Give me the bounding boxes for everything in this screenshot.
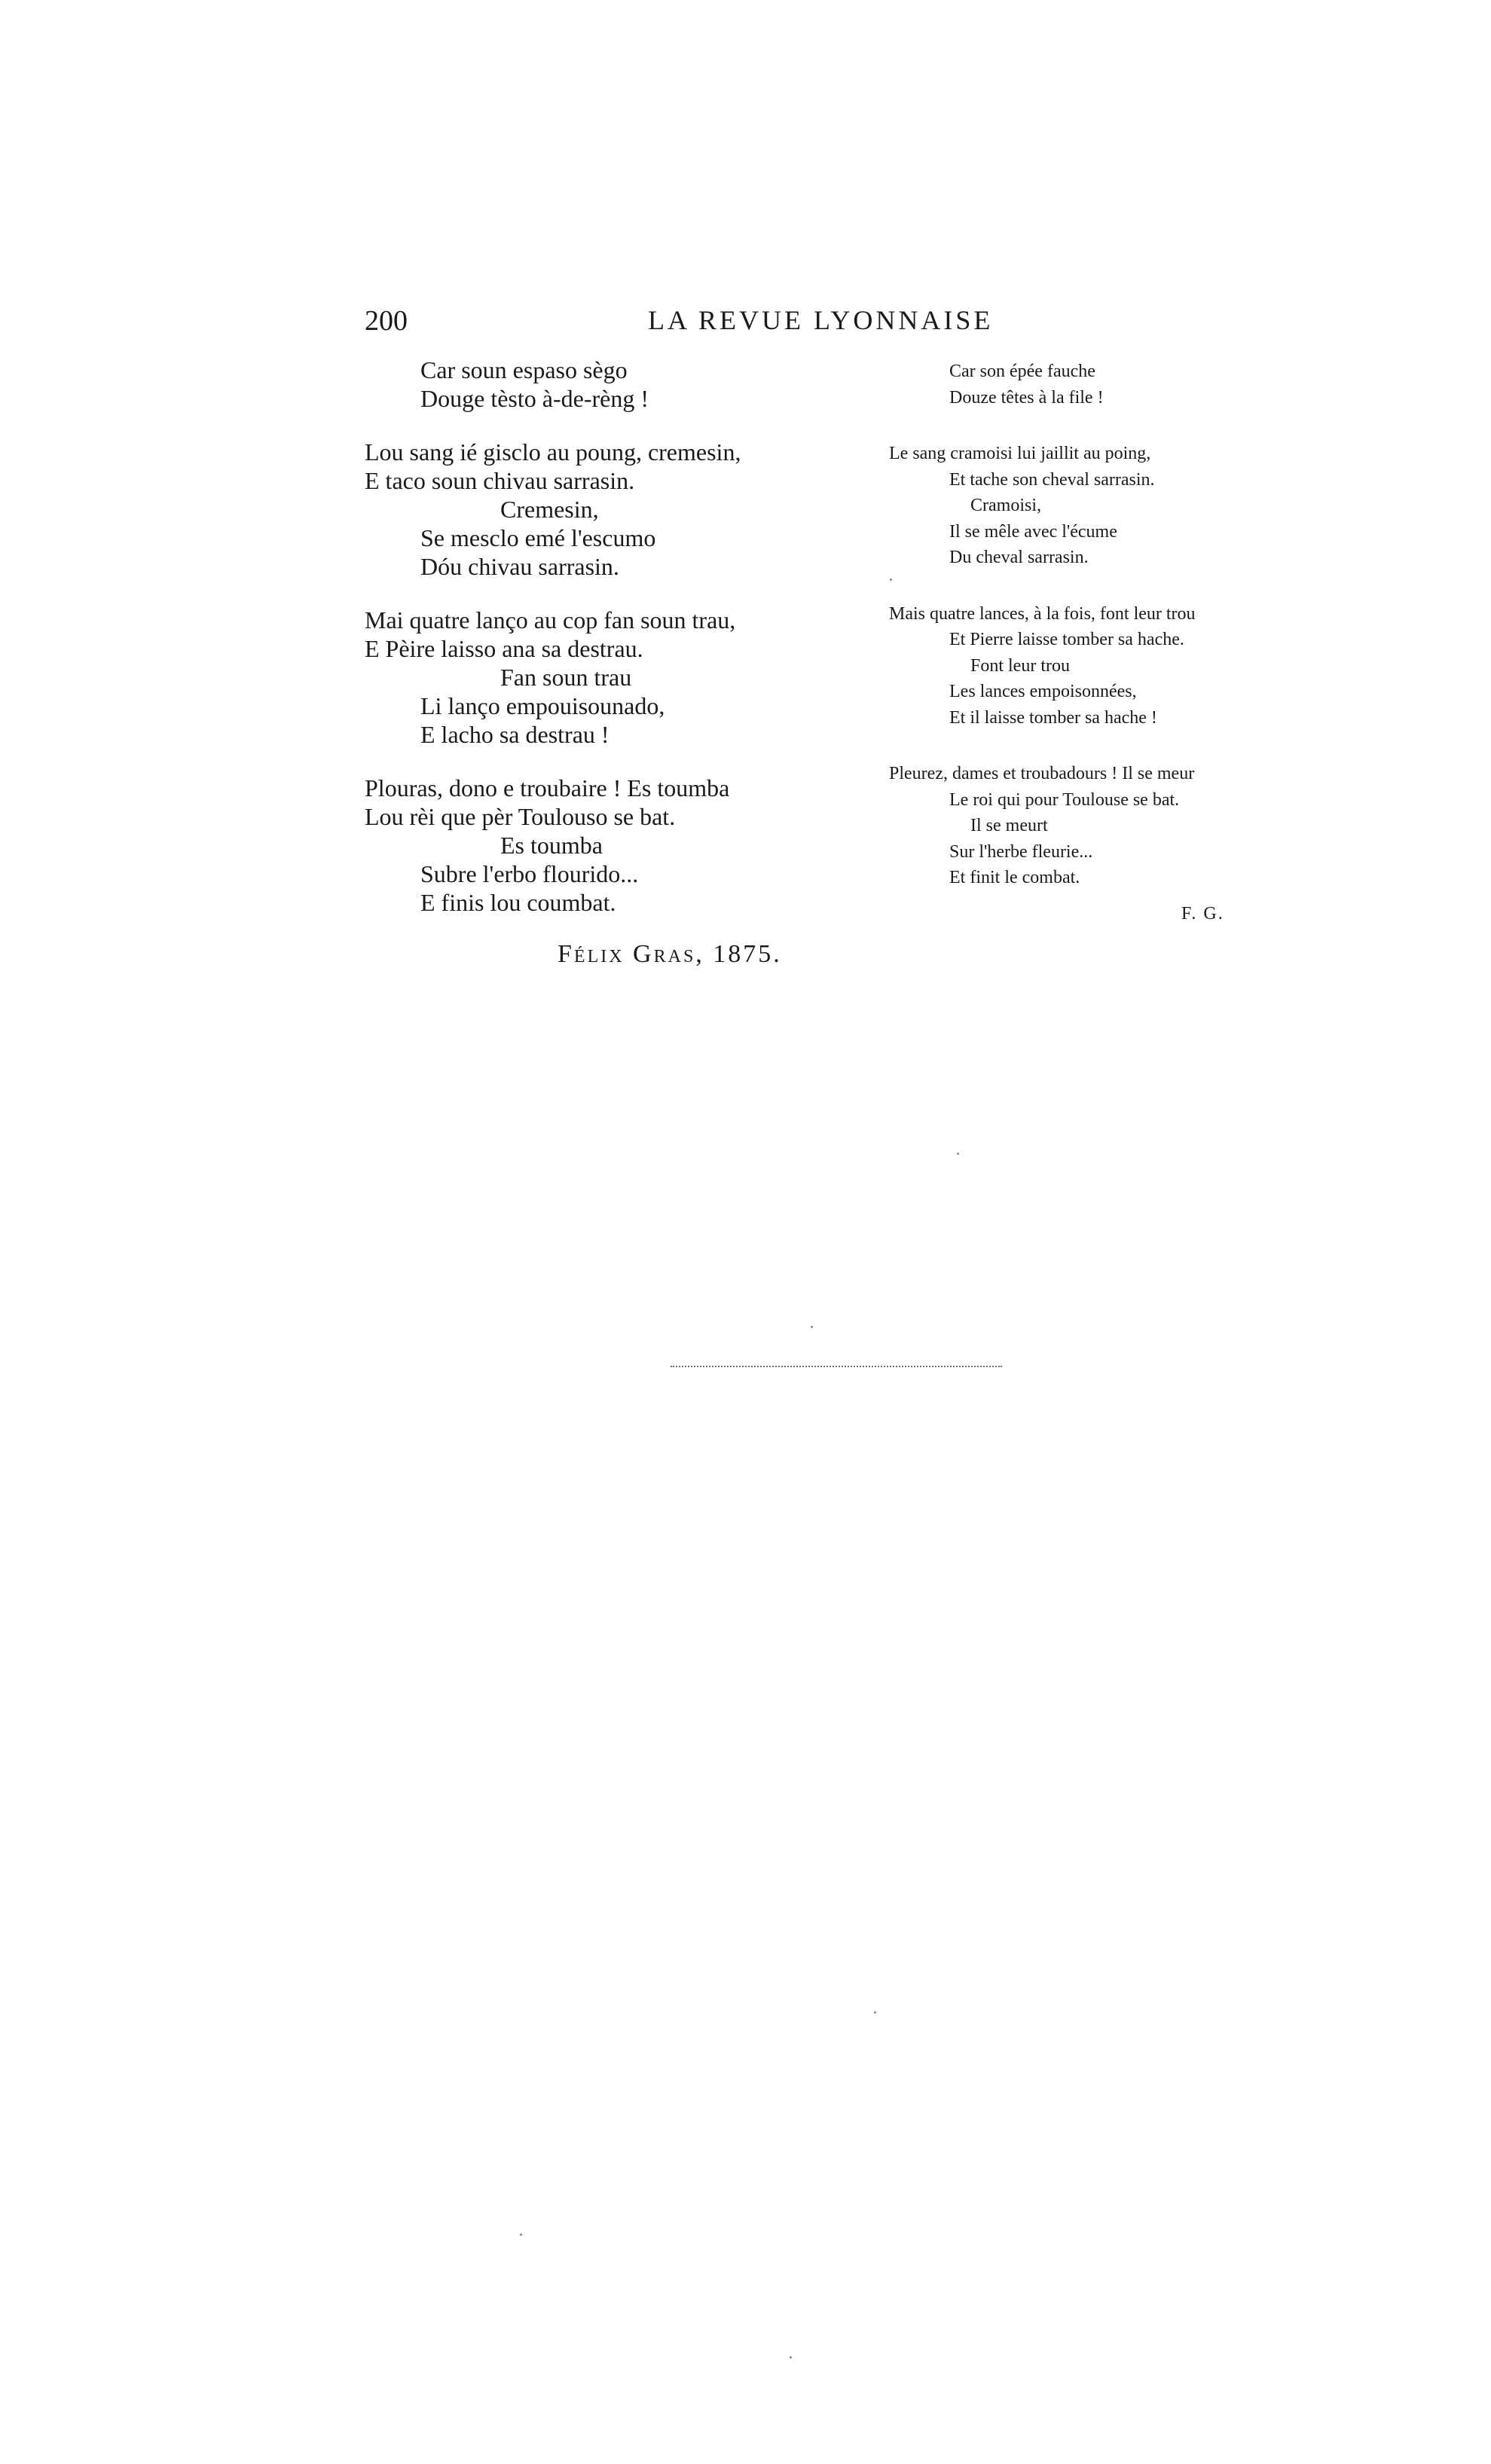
verse-line: Cremesin, xyxy=(500,496,599,523)
running-title: LA REVUE LYONNAISE xyxy=(648,305,994,335)
verse-line: Cramoisi, xyxy=(970,496,1041,515)
paper-speck xyxy=(890,579,892,581)
paper-speck xyxy=(811,1326,813,1328)
page-number: 200 xyxy=(365,305,408,337)
verse-line: Et tache son cheval sarrasin. xyxy=(949,469,1155,490)
verse-line: Les lances empoisonnées, xyxy=(949,682,1137,701)
occitan-stanza-1 xyxy=(365,356,847,413)
french-stanza-1 xyxy=(889,359,1311,411)
paper-speck xyxy=(874,2011,876,2014)
verse-line: Car son épée fauche xyxy=(949,362,1095,381)
verse-line: Se mesclo emé l'escumo xyxy=(420,524,656,551)
verse-line: Pleurez, dames et troubadours ! Il se meur xyxy=(889,764,1195,783)
verse-line: Es toumba xyxy=(500,832,603,859)
verse-line: Li lanço empouisounado, xyxy=(420,692,665,719)
verse-line: Et Pierre laisse tomber sa hache. xyxy=(949,630,1184,649)
verse-line: Subre l'erbo flourido... xyxy=(420,860,639,887)
verse-line: Douge tèsto à-de-rèng ! xyxy=(420,385,649,412)
verse-line: Du cheval sarrasin. xyxy=(949,548,1089,567)
verse-line: Lou rèi que pèr Toulouso se bat. xyxy=(365,803,676,830)
verse-line: Font leur trou xyxy=(970,655,1070,676)
verse-line: Lou sang ié gisclo au poung, cremesin, xyxy=(365,438,741,466)
verse-line: E Pèire laisso ana sa destrau. xyxy=(365,635,643,662)
verse-line: Et finit le combat. xyxy=(949,868,1080,887)
french-stanza-4 xyxy=(889,761,1311,891)
verse-line: Il se mêle avec l'écume xyxy=(949,521,1117,542)
verse-line: Et il laisse tomber sa hache ! xyxy=(949,707,1157,728)
french-translation-column xyxy=(889,359,1311,891)
verse-line: Car soun espaso sègo xyxy=(420,356,628,383)
occitan-stanza-2 xyxy=(365,438,847,581)
author-signature: Félix Gras, 1875. xyxy=(558,940,782,968)
occitan-stanza-3 xyxy=(365,606,847,749)
occitan-stanza-4 xyxy=(365,774,847,917)
section-divider-rule xyxy=(671,1366,1002,1367)
paper-speck xyxy=(790,2356,792,2359)
paper-speck xyxy=(957,1153,959,1155)
verse-line: Mais quatre lances, à la fois, font leur trou xyxy=(889,603,1196,624)
paper-speck xyxy=(520,2233,522,2236)
verse-line: Sur l'herbe fleurie... xyxy=(949,841,1093,862)
verse-line: Dóu chivau sarrasin. xyxy=(420,553,619,580)
verse-line: Le sang cramoisi lui jaillit au poing, xyxy=(889,444,1151,463)
verse-line: Douze têtes à la file ! xyxy=(949,387,1104,408)
verse-line: Le roi qui pour Toulouse se bat. xyxy=(949,789,1180,810)
verse-line: Plouras, dono e troubaire ! Es toumba xyxy=(365,774,730,801)
translator-initials: F. G. xyxy=(1181,904,1224,924)
french-stanza-3 xyxy=(889,601,1311,731)
french-stanza-2 xyxy=(889,441,1311,571)
verse-line: Fan soun trau xyxy=(500,664,632,691)
verse-line: E lacho sa destrau ! xyxy=(420,721,610,748)
verse-line: Il se meurt xyxy=(970,816,1048,835)
verse-line: Mai quatre lanço au cop fan soun trau, xyxy=(365,606,736,634)
verse-line: E taco soun chivau sarrasin. xyxy=(365,467,635,494)
verse-line: E finis lou coumbat. xyxy=(420,889,616,916)
occitan-column xyxy=(365,356,847,917)
